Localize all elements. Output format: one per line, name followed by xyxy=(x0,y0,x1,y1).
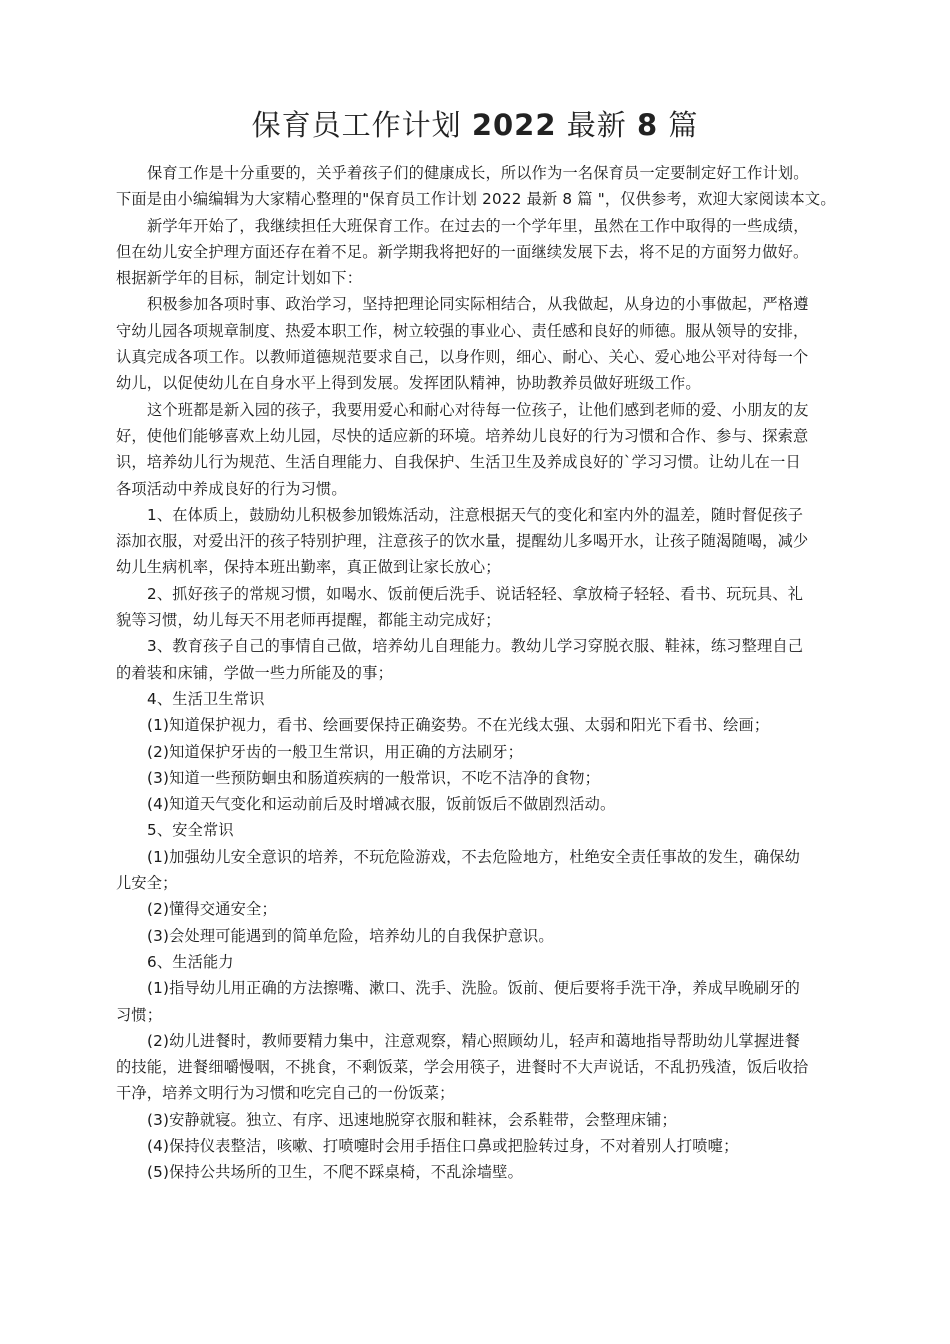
paragraph xyxy=(116,791,836,817)
paragraph-line: 5、安全常识 xyxy=(147,821,234,840)
paragraph-line: 2、抓好孩子的常规习惯，如喝水、饭前便后洗手、说话轻轻、拿放椅子轻轻、看书、玩玩具、礼 xyxy=(147,584,804,603)
paragraph xyxy=(116,1133,836,1159)
paragraph-line: 认真完成各项工作。以教师道德规范要求自己，以身作则，细心、耐心、关心、爱心地公平对待每一个 xyxy=(116,348,809,367)
paragraph-line: 1、在体质上，鼓励幼儿积极参加锻炼活动，注意根据天气的变化和室内外的温差，随时督促孩子 xyxy=(147,505,804,524)
title-part-4: 8 xyxy=(636,108,659,143)
paragraph xyxy=(116,1159,836,1185)
paragraph-line: (4)知道天气变化和运动前后及时增减衣服，饭前饭后不做剧烈活动。 xyxy=(147,795,616,814)
title-part-3: 最新 xyxy=(556,108,637,143)
paragraph xyxy=(116,975,836,1028)
paragraph-line: 新学年开始了，我继续担任大班保育工作。在过去的一个学年里，虽然在工作中取得的一些成绩， xyxy=(147,216,809,235)
paragraph xyxy=(116,160,836,213)
paragraph-line: (2)懂得交通安全； xyxy=(147,900,277,919)
document-body xyxy=(116,160,836,1186)
paragraph-line: 4、生活卫生常识 xyxy=(147,689,265,708)
paragraph-line: (2)知道保护牙齿的一般卫生常识，用正确的方法刷牙； xyxy=(147,742,524,761)
paragraph-line: 的技能，进餐细嚼慢咽，不挑食，不剩饭菜，学会用筷子，进餐时不大声说话，不乱扔残渣，饭后收拾 xyxy=(116,1058,809,1077)
paragraph-line: 幼儿，以促使幼儿在自身水平上得到发展。发挥团队精神，协助教养员做好班级工作。 xyxy=(116,374,701,393)
paragraph-line: 这个班都是新入园的孩子，我要用爱心和耐心对待每一位孩子，让他们感到老师的爱、小朋友的友 xyxy=(147,400,809,419)
paragraph xyxy=(116,1107,836,1133)
paragraph-line: 幼儿生病机率，保持本班出勤率，真正做到让家长放心； xyxy=(116,558,501,577)
paragraph xyxy=(116,502,836,581)
page-title xyxy=(0,105,950,145)
paragraph-line: 添加衣服，对爱出汗的孩子特别护理，注意孩子的饮水量，提醒幼儿多喝开水，让孩子随渴随喝，减少 xyxy=(116,532,809,551)
paragraph xyxy=(116,581,836,634)
paragraph-line: (3)会处理可能遇到的简单危险，培养幼儿的自我保护意识。 xyxy=(147,926,554,945)
paragraph-line: (1)指导幼儿用正确的方法擦嘴、漱口、洗手、洗脸。饭前、便后要将手洗干净，养成早晚刷牙的 xyxy=(147,979,801,998)
paragraph xyxy=(116,397,836,502)
paragraph-line: 的着装和床铺，学做一些力所能及的事； xyxy=(116,663,393,682)
paragraph-line: 6、生活能力 xyxy=(147,952,234,971)
paragraph xyxy=(116,291,836,396)
paragraph-line: 干净，培养文明行为习惯和吃完自己的一份饭菜； xyxy=(116,1084,455,1103)
paragraph xyxy=(116,896,836,922)
paragraph xyxy=(116,949,836,975)
paragraph-line: 儿安全； xyxy=(116,874,178,893)
paragraph-line: 积极参加各项时事、政治学习，坚持把理论同实际相结合，从我做起，从身边的小事做起，严格遵 xyxy=(147,295,809,314)
paragraph-line: 貌等习惯，幼儿每天不用老师再提醒，都能主动完成好； xyxy=(116,611,501,630)
paragraph-line: (5)保持公共场所的卫生，不爬不踩桌椅，不乱涂墙壁。 xyxy=(147,1163,524,1182)
paragraph-line: 各项活动中养成良好的行为习惯。 xyxy=(116,479,347,498)
paragraph-line: 根据新学年的目标，制定计划如下： xyxy=(116,269,363,288)
paragraph-line: (3)知道一些预防蛔虫和肠道疾病的一般常识，不吃不洁净的食物； xyxy=(147,768,600,787)
paragraph-line: (3)安静就寝。独立、有序、迅速地脱穿衣服和鞋袜，会系鞋带，会整理床铺； xyxy=(147,1110,677,1129)
title-part-2: 2022 xyxy=(471,108,557,143)
paragraph xyxy=(116,213,836,292)
paragraph xyxy=(116,844,836,897)
title-part-5: 篇 xyxy=(658,108,699,143)
paragraph-line: 下面是由小编编辑为大家精心整理的"保育员工作计划 2022 最新 8 篇 "，仅供参考，欢迎大家阅读本文。 xyxy=(116,190,836,209)
paragraph xyxy=(116,739,836,765)
paragraph-line: (4)保持仪表整洁，咳嗽、打喷嚏时会用手捂住口鼻或把脸转过身，不对着别人打喷嚏； xyxy=(147,1136,739,1155)
paragraph-line: (1)加强幼儿安全意识的培养，不玩危险游戏，不去危险地方，杜绝安全责任事故的发生，确保幼 xyxy=(147,847,801,866)
paragraph-line: 习惯； xyxy=(116,1005,163,1024)
paragraph-line: 好，使他们能够喜欢上幼儿园，尽快的适应新的环境。培养幼儿良好的行为习惯和合作、参与、探索意 xyxy=(116,426,809,445)
paragraph xyxy=(116,686,836,712)
paragraph-line: 识，培养幼儿行为规范、生活自理能力、自我保护、生活卫生及养成良好的`学习习惯。让幼儿在一日 xyxy=(116,453,801,472)
paragraph xyxy=(116,633,836,686)
paragraph xyxy=(116,765,836,791)
paragraph-line: 守幼儿园各项规章制度、热爱本职工作，树立较强的事业心、责任感和良好的师德。服从领导的安排， xyxy=(116,321,809,340)
paragraph-line: (2)幼儿进餐时，教师要精力集中，注意观察，精心照顾幼儿，轻声和蔼地指导帮助幼儿掌握进餐 xyxy=(147,1031,801,1050)
paragraph-line: (1)知道保护视力，看书、绘画要保持正确姿势。不在光线太强、太弱和阳光下看书、绘画； xyxy=(147,716,770,735)
paragraph xyxy=(116,712,836,738)
paragraph-line: 但在幼儿安全护理方面还存在着不足。新学期我将把好的一面继续发展下去，将不足的方面努力做好。 xyxy=(116,242,809,261)
paragraph-line: 保育工作是十分重要的，关乎着孩子们的健康成长，所以作为一名保育员一定要制定好工作计划。 xyxy=(147,164,809,182)
paragraph xyxy=(116,923,836,949)
paragraph-line: 3、教育孩子自己的事情自己做，培养幼儿自理能力。教幼儿学习穿脱衣服、鞋袜，练习整理自己 xyxy=(147,637,804,656)
title-part-1: 保育员工作计划 xyxy=(251,108,472,143)
paragraph xyxy=(116,1028,836,1107)
paragraph xyxy=(116,817,836,843)
